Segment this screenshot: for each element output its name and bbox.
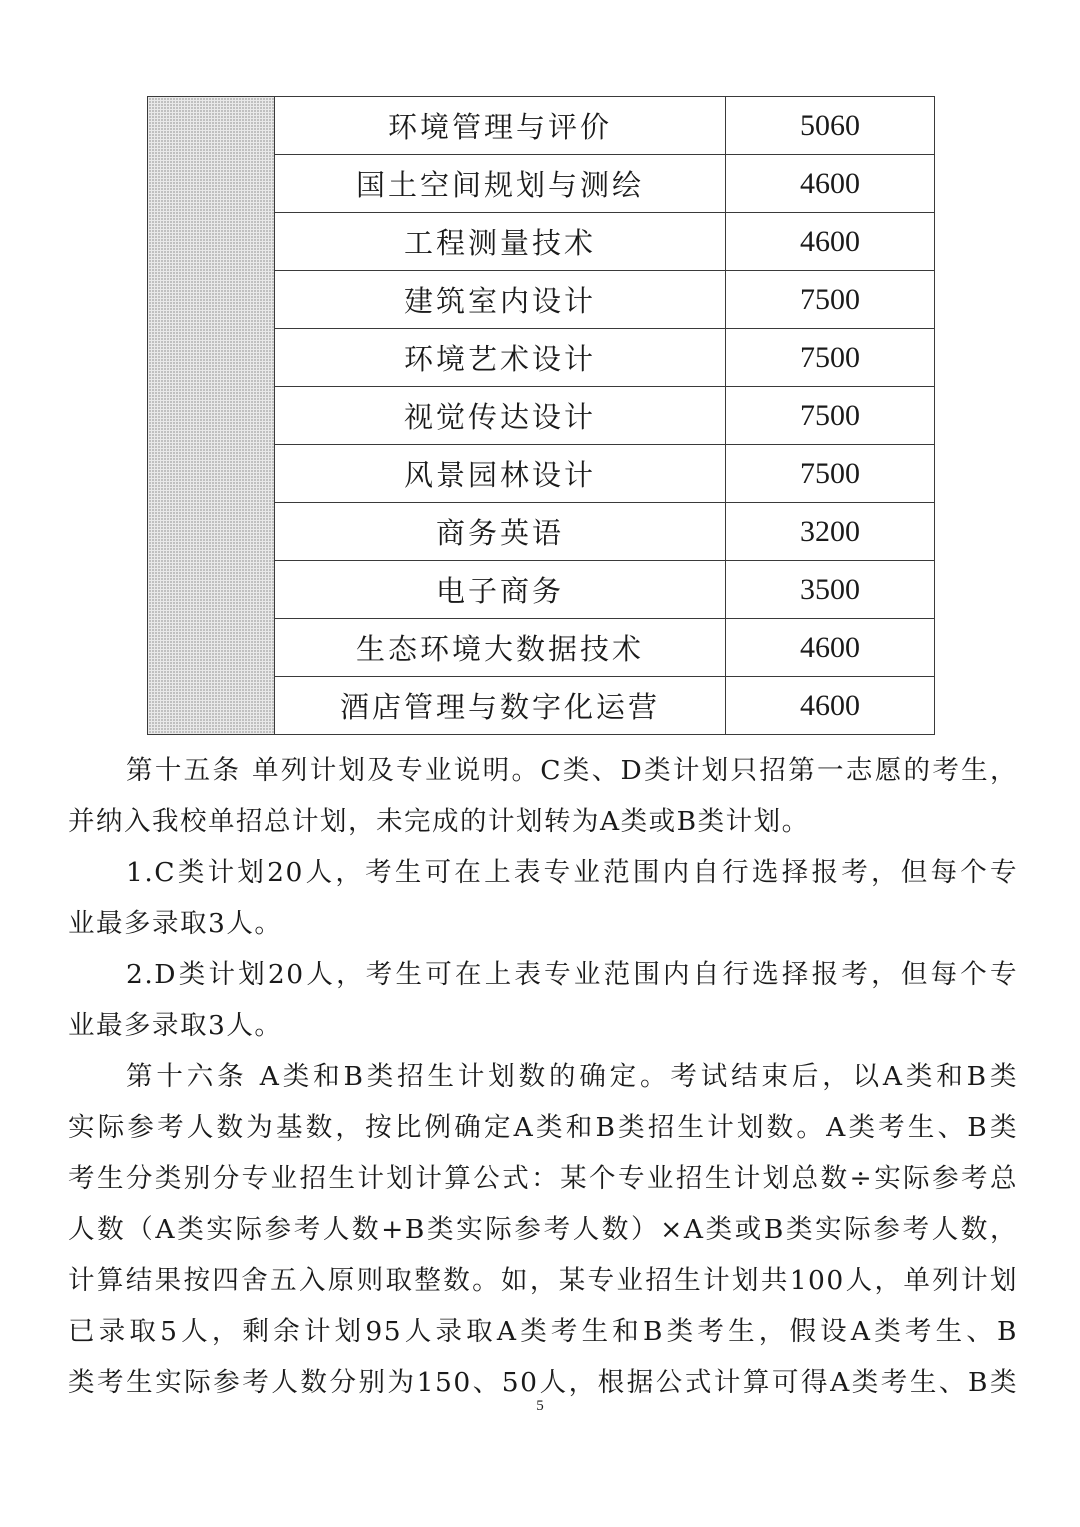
text-line: 1.C类计划20人，考生可在上表专业范围内自行选择报考，但每个专 <box>126 857 1018 888</box>
text-line: 类考生实际参考人数分别为150、50人，根据公式计算可得A类考生、B类 <box>68 1367 1018 1398</box>
tuition-fee-cell: 7500 <box>726 387 935 445</box>
tuition-fee-cell: 5060 <box>726 97 935 155</box>
tuition-fee-cell: 7500 <box>726 329 935 387</box>
text-line: 第十五条 单列计划及专业说明。C类、D类计划只招第一志愿的考生， <box>126 755 1018 786</box>
major-name-cell: 生态环境大数据技术 <box>275 619 726 677</box>
tuition-fee-cell: 4600 <box>726 619 935 677</box>
major-name-cell: 环境管理与评价 <box>275 97 726 155</box>
tuition-fee-cell: 3500 <box>726 561 935 619</box>
text-line: 业最多录取3人。 <box>68 1010 283 1041</box>
major-name-cell: 环境艺术设计 <box>275 329 726 387</box>
text-line: 考生分类别分专业招生计划计算公式：某个专业招生计划总数÷实际参考总 <box>68 1163 1018 1194</box>
tuition-fee-cell: 7500 <box>726 271 935 329</box>
article-15 <box>68 745 1018 847</box>
text-line: 2.D类计划20人，考生可在上表专业范围内自行选择报考，但每个专 <box>126 959 1018 990</box>
tuition-fee-cell: 7500 <box>726 445 935 503</box>
major-name-cell: 国土空间规划与测绘 <box>275 155 726 213</box>
text-line: 并纳入我校单招总计划，未完成的计划转为A类或B类计划。 <box>68 806 810 837</box>
text-line: 人数（A类实际参考人数+B类实际参考人数）×A类或B类实际参考人数， <box>68 1214 1018 1245</box>
text-line: 已录取5人，剩余计划95人录取A类考生和B类考生，假设A类考生、B <box>68 1316 1018 1347</box>
text-line: 计算结果按四舍五入原则取整数。如，某专业招生计划共100人，单列计划 <box>68 1265 1018 1296</box>
tuition-fee-cell: 4600 <box>726 155 935 213</box>
text-line: 第十六条 A类和B类招生计划数的确定。考试结束后，以A类和B类 <box>126 1061 1018 1092</box>
tuition-table <box>147 96 935 735</box>
shaded-category-cell <box>148 97 275 735</box>
table-body <box>148 97 935 735</box>
major-name-cell: 商务英语 <box>275 503 726 561</box>
tuition-fee-cell: 4600 <box>726 213 935 271</box>
article-16 <box>68 1051 1018 1408</box>
text-line: 实际参考人数为基数，按比例确定A类和B类招生计划数。A类考生、B类 <box>68 1112 1018 1143</box>
tuition-fee-cell: 3200 <box>726 503 935 561</box>
item-1 <box>68 847 1018 949</box>
major-name-cell: 风景园林设计 <box>275 445 726 503</box>
table-row <box>148 97 935 155</box>
page-number: 5 <box>536 1398 544 1414</box>
tuition-fee-cell: 4600 <box>726 677 935 735</box>
text-line: 业最多录取3人。 <box>68 908 283 939</box>
major-name-cell: 酒店管理与数字化运营 <box>275 677 726 735</box>
major-name-cell: 电子商务 <box>275 561 726 619</box>
major-name-cell: 工程测量技术 <box>275 213 726 271</box>
item-2 <box>68 949 1018 1051</box>
major-name-cell: 视觉传达设计 <box>275 387 726 445</box>
major-name-cell: 建筑室内设计 <box>275 271 726 329</box>
